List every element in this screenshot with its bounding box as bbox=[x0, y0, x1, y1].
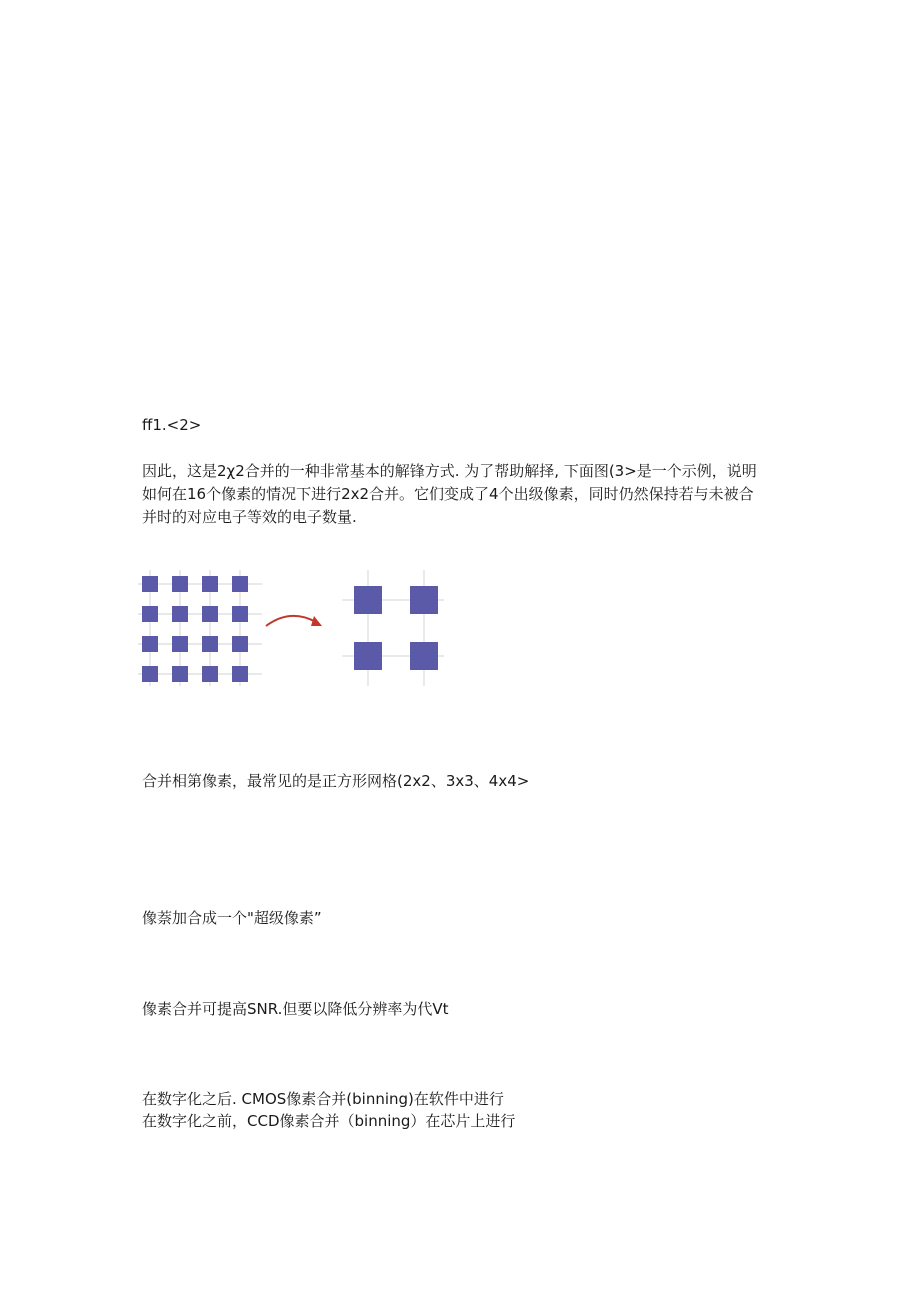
bullet-square-grids: 合并相第像素，最常见的是正方形网格(2x2、3x3、4x4> bbox=[142, 772, 530, 790]
source-pixel bbox=[172, 636, 188, 652]
source-pixel bbox=[172, 606, 188, 622]
source-pixel bbox=[142, 636, 158, 652]
intro-paragraph-line: 并时的对应电子等效的电子数量. bbox=[142, 508, 357, 526]
super-pixel bbox=[410, 642, 438, 670]
source-pixel-grid bbox=[138, 570, 262, 686]
figure-caption: ff1.<2> bbox=[142, 416, 202, 434]
intro-paragraph-line: 如何在16个像素的情况下进行2x2合并。它们变成了4个出级像素，同时仍然保持若与未被合 bbox=[142, 485, 754, 503]
super-pixel bbox=[354, 642, 382, 670]
pixel-binning-diagram bbox=[138, 570, 448, 690]
bullet-super-pixel: 像萘加合成一个"超级像素” bbox=[142, 909, 322, 927]
bullet-ccd-binning: 在数字化之前，CCD像素合并（binning）在芯片上进行 bbox=[142, 1112, 516, 1130]
source-pixel bbox=[202, 606, 218, 622]
intro-paragraph bbox=[142, 460, 782, 529]
source-pixel bbox=[232, 606, 248, 622]
source-pixel bbox=[202, 666, 218, 682]
binned-pixel-grid bbox=[342, 570, 444, 686]
super-pixel bbox=[410, 586, 438, 614]
source-pixel bbox=[232, 666, 248, 682]
intro-paragraph-line: 因此，这是2χ2合并的一种非常基本的解锋方式. 为了帮助解择, 下面图(3>是一个示例，说明 bbox=[142, 462, 757, 480]
bullet-snr-tradeoff: 像素合并可提高SNR.但要以降低分辨率为代Vt bbox=[142, 1000, 449, 1018]
source-pixel bbox=[142, 606, 158, 622]
source-pixel bbox=[202, 636, 218, 652]
super-pixel bbox=[354, 586, 382, 614]
source-pixel bbox=[142, 666, 158, 682]
bullet-cmos-binning: 在数字化之后. CMOS像素合并(binning)在软件中进行 bbox=[142, 1090, 504, 1108]
source-pixel bbox=[172, 576, 188, 592]
source-pixel bbox=[202, 576, 218, 592]
source-pixel bbox=[172, 666, 188, 682]
source-pixel bbox=[232, 636, 248, 652]
source-pixel bbox=[142, 576, 158, 592]
binning-arrow bbox=[266, 616, 322, 626]
source-pixel bbox=[232, 576, 248, 592]
